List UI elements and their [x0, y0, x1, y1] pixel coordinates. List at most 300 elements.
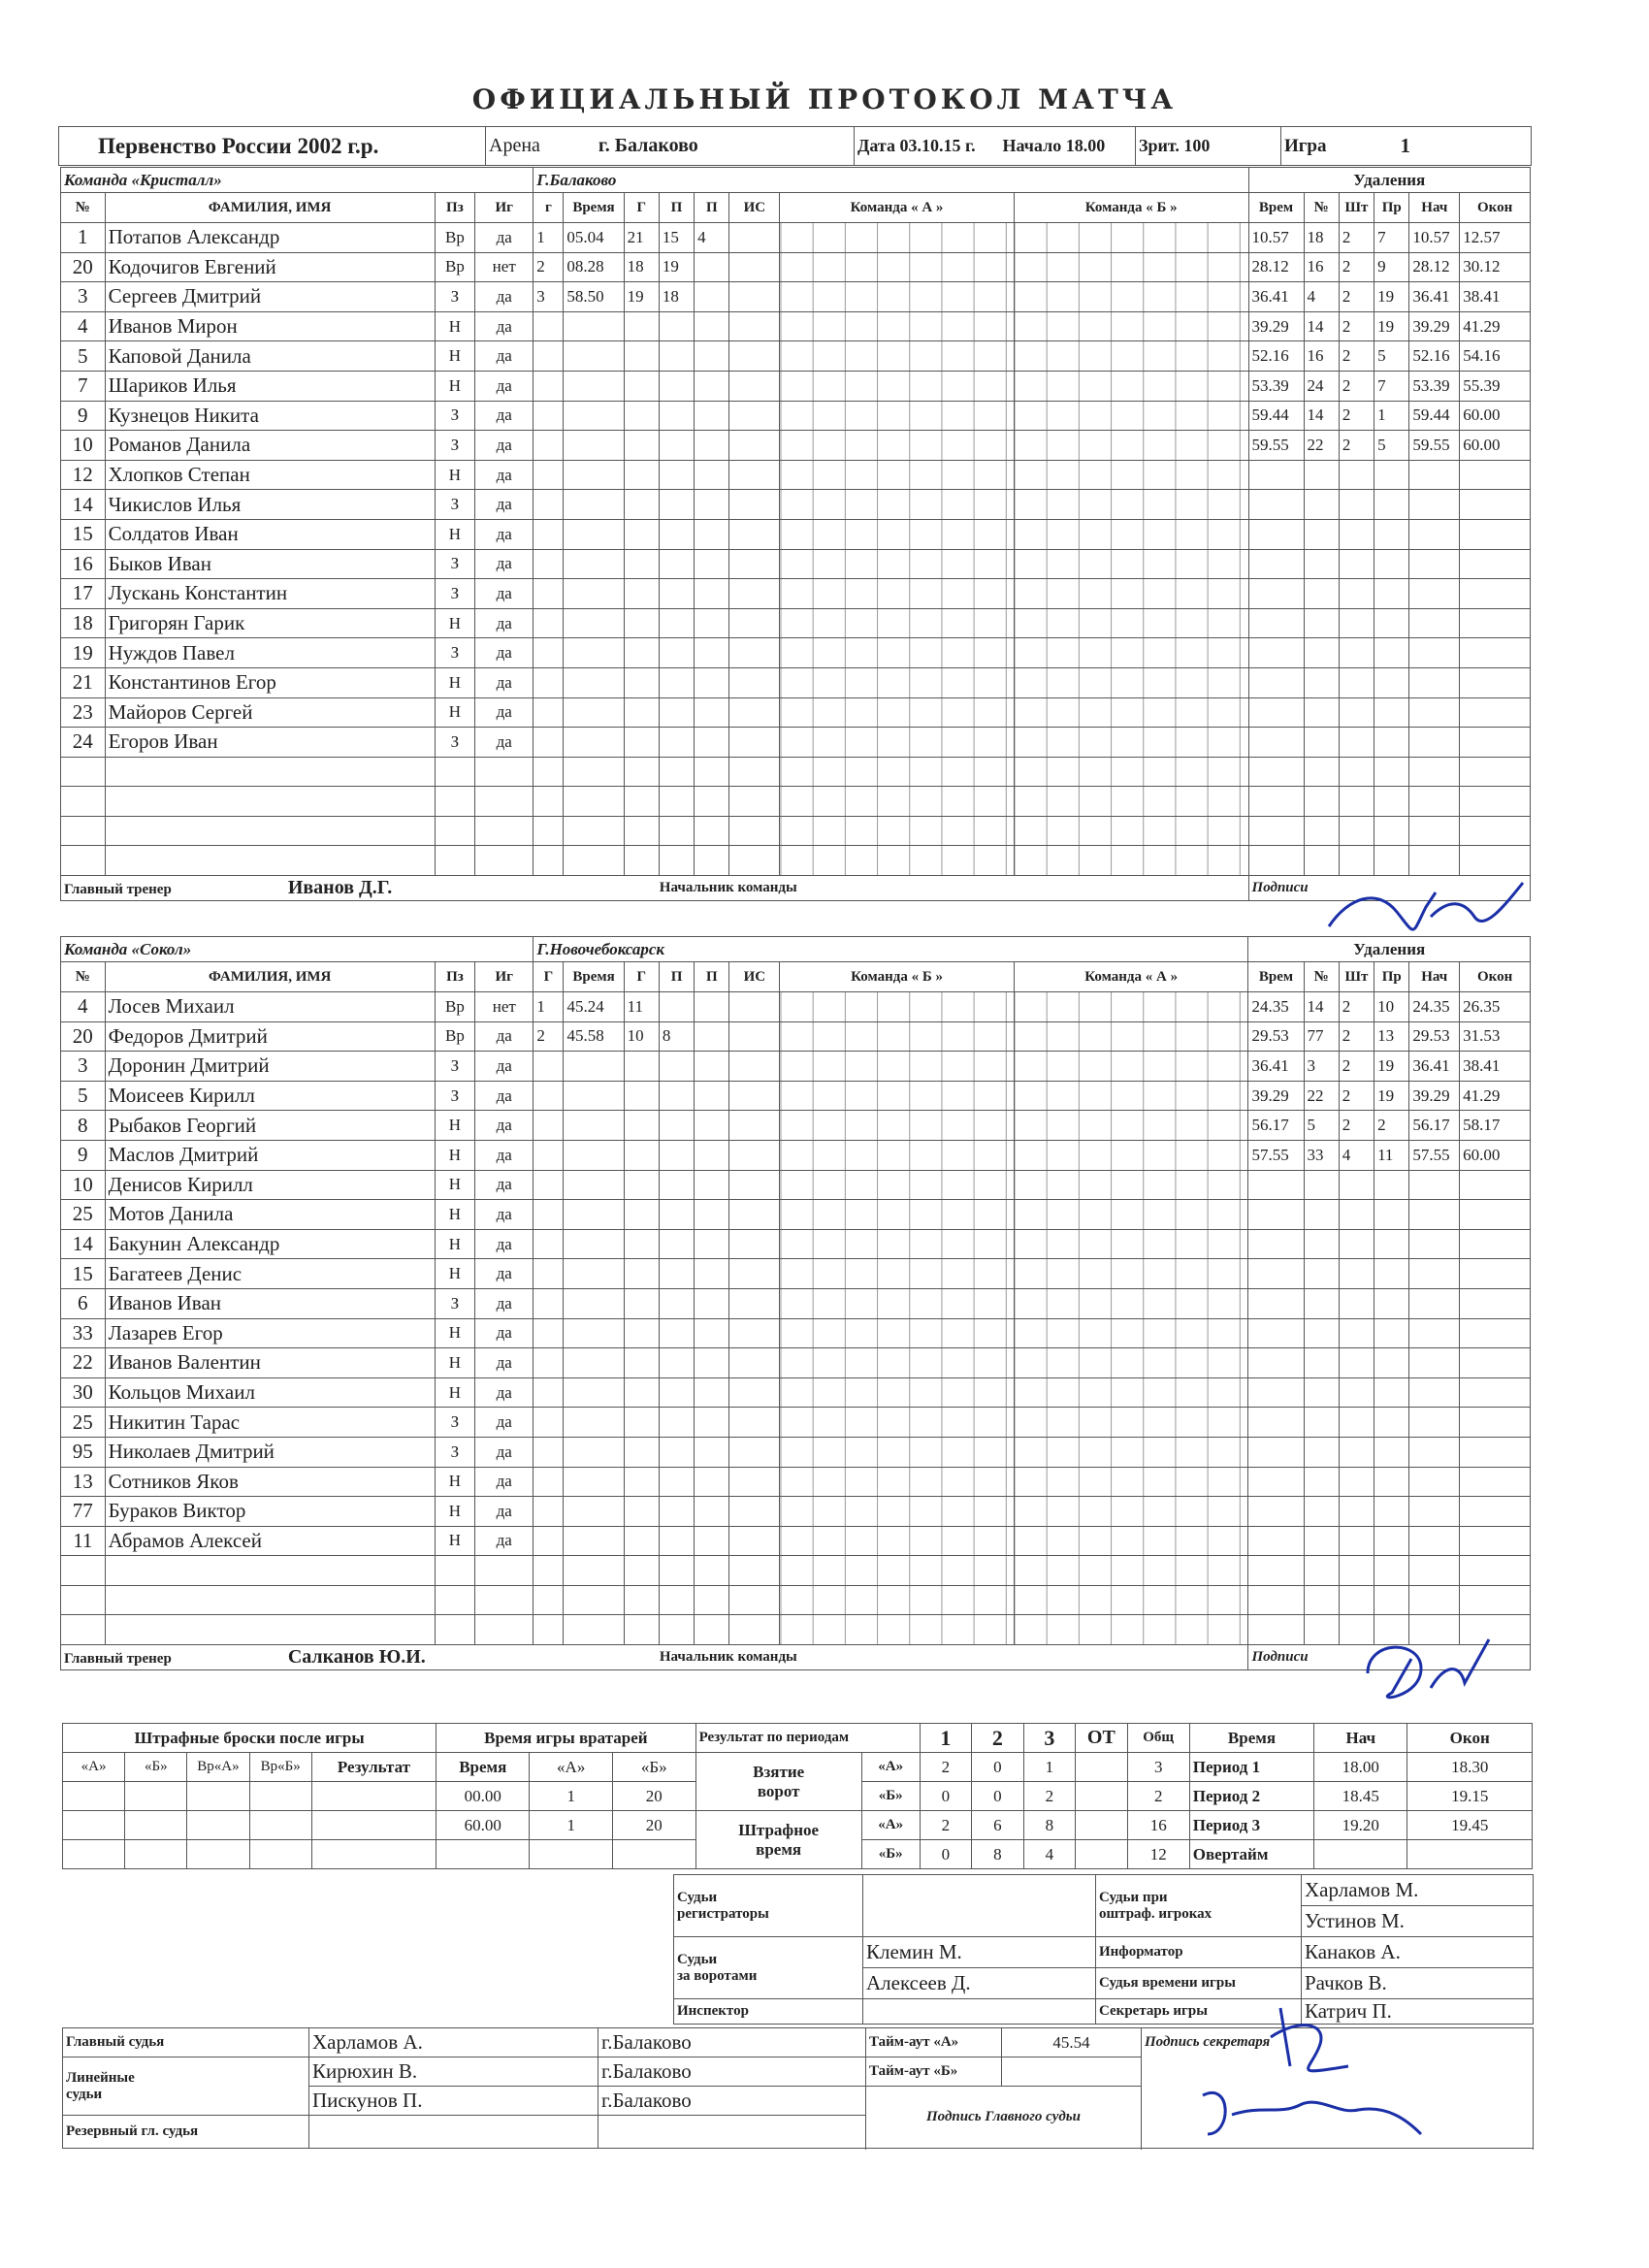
goal-assist-1 [659, 992, 694, 1022]
player-number [61, 1615, 106, 1645]
goal-number [534, 697, 564, 728]
goal-time [564, 1526, 624, 1556]
penalty-start [1409, 1437, 1460, 1467]
player-played: да [475, 1467, 534, 1497]
player-played: да [475, 311, 534, 341]
goal-assist-2 [695, 579, 729, 609]
player-played: да [475, 460, 534, 490]
penalty-minutes [1339, 728, 1374, 758]
goal-time [564, 816, 624, 846]
player-number: 10 [61, 431, 106, 461]
goal-number [534, 549, 564, 579]
penalty-minutes [1339, 757, 1374, 787]
goal-assist-2 [695, 1229, 729, 1259]
player-position: Н [435, 1140, 474, 1170]
penalty-time [1248, 1615, 1304, 1645]
on-ice-team-1 [780, 1526, 1015, 1556]
penalty-end [1460, 1556, 1531, 1586]
penalty-start: 36.41 [1409, 282, 1460, 312]
penalty-minutes [1339, 1229, 1374, 1259]
goal-situation [729, 1348, 780, 1378]
player-name: Нуждов Павел [105, 638, 435, 668]
on-ice-team-2 [1014, 1348, 1248, 1378]
goals-b-ot [1076, 1782, 1127, 1811]
goal-situation [729, 1526, 780, 1556]
goal-time [564, 1467, 624, 1497]
penalty-minutes [1339, 846, 1374, 876]
goal-time [564, 1348, 624, 1378]
goal-number [534, 638, 564, 668]
goals-team-a: «А» [861, 1753, 920, 1782]
on-ice-team-1 [780, 1348, 1015, 1378]
penalty-time: 39.29 [1248, 311, 1304, 341]
player-position: Вр [435, 223, 474, 253]
penalty-time: 36.41 [1248, 282, 1304, 312]
penalty-reason: 19 [1374, 282, 1409, 312]
penalty-minutes [1339, 1200, 1374, 1230]
goal-situation [729, 697, 780, 728]
goal-scorer: 10 [624, 1021, 659, 1052]
on-ice-team-2 [1014, 431, 1248, 461]
referees-table [62, 2027, 866, 2149]
table-row [61, 1377, 1531, 1408]
penalty-player: 14 [1304, 311, 1339, 341]
col-played: Иг [475, 193, 534, 223]
player-position: Н [435, 519, 474, 549]
on-ice-team-2 [1014, 341, 1248, 372]
player-number: 25 [61, 1200, 106, 1230]
penalty-reason: 9 [1374, 252, 1409, 282]
penalty-end: 12.57 [1460, 223, 1531, 253]
goal-assist-2 [695, 1170, 729, 1200]
document-title: ОФИЦИАЛЬНЫЙ ПРОТОКОЛ МАТЧА [471, 83, 1178, 115]
col-pen-time: Врем [1248, 193, 1304, 223]
penalty-start: 29.53 [1409, 1021, 1460, 1052]
goal-time [564, 757, 624, 787]
penalty-player [1304, 787, 1339, 817]
table-row [61, 519, 1531, 549]
table-row [61, 311, 1531, 341]
goal-assist-1 [659, 519, 694, 549]
penalty-player [1304, 1497, 1339, 1527]
goal-assist-2 [695, 846, 729, 876]
penalty-player: 22 [1304, 431, 1339, 461]
penalty-reason [1374, 667, 1409, 697]
penalty-minutes [1339, 549, 1374, 579]
penalty-minutes: 2 [1339, 252, 1374, 282]
goal-scorer [624, 1229, 659, 1259]
goal-assist-2 [695, 431, 729, 461]
penalty-time: 29.53 [1248, 1021, 1304, 1052]
penalty-end [1460, 549, 1531, 579]
col-pen-end: Окон [1460, 962, 1531, 992]
player-number: 15 [61, 1259, 106, 1289]
penalty-start: 52.16 [1409, 341, 1460, 372]
period-2-end: 19.15 [1407, 1782, 1533, 1811]
penalty-start [1409, 1229, 1460, 1259]
on-ice-team-1 [780, 1021, 1015, 1052]
goal-assist-2 [695, 1259, 729, 1289]
penalty-time [1248, 1408, 1304, 1438]
player-name: Моисеев Кирилл [105, 1081, 435, 1111]
goal-assist-1 [659, 1170, 694, 1200]
goal-scorer: 21 [624, 223, 659, 253]
player-name: Лускань Константин [105, 579, 435, 609]
penalty-reason [1374, 728, 1409, 758]
player-position: З [435, 549, 474, 579]
on-ice-team-1 [780, 1585, 1015, 1615]
penalty-time [1248, 816, 1304, 846]
penalty-minutes: 2 [1339, 431, 1374, 461]
penalty-player [1304, 608, 1339, 638]
goal-time [564, 371, 624, 401]
goal-situation [729, 1170, 780, 1200]
goal-assist-1 [659, 1556, 694, 1586]
goal-assist-2 [695, 787, 729, 817]
table-row [61, 223, 1531, 253]
goal-scorer [624, 1052, 659, 1082]
goal-time [564, 728, 624, 758]
goal-number [534, 1318, 564, 1348]
player-number [61, 757, 106, 787]
timeout-b-label: Тайм-аут «Б» [866, 2057, 1002, 2087]
table-row [61, 371, 1531, 401]
goal-scorer [624, 371, 659, 401]
goal-number [534, 490, 564, 520]
player-name [105, 1556, 435, 1586]
goal-situation [729, 846, 780, 876]
goal-number [534, 1140, 564, 1170]
penalty-reason [1374, 1526, 1409, 1556]
goal-time [564, 401, 624, 431]
goal-assist-2 [695, 371, 729, 401]
penalty-player: 14 [1304, 992, 1339, 1022]
team-a-name: Команда «Кристалл» [61, 168, 534, 193]
penalty-start: 36.41 [1409, 1052, 1460, 1082]
penalty-time [1248, 1348, 1304, 1378]
goal-assist-2 [695, 697, 729, 728]
goal-number [534, 341, 564, 372]
penalty-minutes [1339, 1437, 1374, 1467]
penalty-minutes: 2 [1339, 1111, 1374, 1141]
table-row [61, 1556, 1531, 1586]
team-b-sign-label: Подписи [1248, 1645, 1531, 1670]
player-position: З [435, 579, 474, 609]
player-name: Хлопков Степан [105, 460, 435, 490]
penalty-player [1304, 728, 1339, 758]
goal-scorer [624, 1585, 659, 1615]
penalty-end [1460, 1259, 1531, 1289]
goal-situation [729, 311, 780, 341]
penalty-reason [1374, 787, 1409, 817]
player-number: 22 [61, 1348, 106, 1378]
goal-assist-2 [695, 1140, 729, 1170]
player-number: 19 [61, 638, 106, 668]
goal-assist-1 [659, 490, 694, 520]
penalty-start: 59.55 [1409, 431, 1460, 461]
on-ice-team-1 [780, 1288, 1015, 1318]
penalty-reason: 7 [1374, 371, 1409, 401]
goal-assist-2 [695, 1437, 729, 1467]
penalty-time [1248, 460, 1304, 490]
player-played [475, 816, 534, 846]
penalty-player: 5 [1304, 1111, 1339, 1141]
table-row [61, 1615, 1531, 1645]
goal-time [564, 1170, 624, 1200]
table-row [61, 252, 1531, 282]
goal-assist-2 [695, 460, 729, 490]
goal-scorer [624, 579, 659, 609]
match-start: Начало 18.00 [1000, 127, 1136, 166]
player-played: да [475, 549, 534, 579]
penalty-end: 41.29 [1460, 311, 1531, 341]
penalty-start [1409, 787, 1460, 817]
player-number: 11 [61, 1526, 106, 1556]
goals-b-p2: 0 [972, 1782, 1023, 1811]
col-goal-time: Время [564, 962, 624, 992]
col-name: ФАМИЛИЯ, ИМЯ [105, 962, 435, 992]
penalty-reason [1374, 460, 1409, 490]
goal-assist-1 [659, 608, 694, 638]
player-number: 16 [61, 549, 106, 579]
col-position: Пз [435, 962, 474, 992]
penalty-minutes: 2 [1339, 311, 1374, 341]
player-number: 12 [61, 460, 106, 490]
penalty-player [1304, 1615, 1339, 1645]
on-ice-team-1 [780, 1170, 1015, 1200]
col-pen-min: Шт [1339, 193, 1374, 223]
penalty-reason: 10 [1374, 992, 1409, 1022]
on-ice-team-2 [1014, 1111, 1248, 1141]
penalty-player [1304, 1526, 1339, 1556]
goal-scorer [624, 341, 659, 372]
player-name: Майоров Сергей [105, 697, 435, 728]
penalty-time [1248, 638, 1304, 668]
penalty-minutes [1339, 579, 1374, 609]
goal-number [534, 579, 564, 609]
on-ice-team-2 [1014, 1408, 1248, 1438]
player-number: 4 [61, 311, 106, 341]
penalty-time: 53.39 [1248, 371, 1304, 401]
col-goal-no: г [534, 193, 564, 223]
col-pen-no: № [1304, 962, 1339, 992]
pim-b-total: 12 [1127, 1840, 1189, 1869]
col-pen-start: Нач [1409, 193, 1460, 223]
goal-judges-label-1: Судьи [677, 1951, 718, 1967]
penalty-start [1409, 1170, 1460, 1200]
goal-assist-2 [695, 549, 729, 579]
player-played: да [475, 490, 534, 520]
penalty-end: 38.41 [1460, 282, 1531, 312]
goal-scorer [624, 549, 659, 579]
goal-time [564, 1229, 624, 1259]
table-row [61, 549, 1531, 579]
col-pen-end: Окон [1460, 193, 1531, 223]
player-played: да [475, 1437, 534, 1467]
player-number [61, 1585, 106, 1615]
pim-b-ot [1076, 1840, 1127, 1869]
goal-number: 1 [534, 223, 564, 253]
player-position: Н [435, 1170, 474, 1200]
player-name: Кузнецов Никита [105, 401, 435, 431]
team-a-table [60, 167, 1531, 901]
penalty-end: 54.16 [1460, 341, 1531, 372]
goal-scorer [624, 697, 659, 728]
on-ice-team-2 [1014, 757, 1248, 787]
player-number: 6 [61, 1288, 106, 1318]
penalty-minutes [1339, 519, 1374, 549]
goals-row-label-1: Взятие [753, 1762, 805, 1781]
penalty-time [1248, 549, 1304, 579]
goal-scorer [624, 1497, 659, 1527]
goal-time [564, 460, 624, 490]
penalty-minutes [1339, 697, 1374, 728]
goal-situation [729, 992, 780, 1022]
goal-assist-1 [659, 371, 694, 401]
penalty-end [1460, 787, 1531, 817]
player-number: 3 [61, 1052, 106, 1082]
penalty-minutes [1339, 1556, 1374, 1586]
goal-assist-1 [659, 1467, 694, 1497]
goal-assist-1 [659, 816, 694, 846]
player-played: да [475, 1288, 534, 1318]
goal-assist-2 [695, 1021, 729, 1052]
goal-number [534, 608, 564, 638]
on-ice-team-1 [780, 816, 1015, 846]
penalty-end [1460, 519, 1531, 549]
team-a-chief-label: Начальник команды [534, 876, 1248, 901]
table-row [61, 1288, 1531, 1318]
goal-scorer: 11 [624, 992, 659, 1022]
pim-row-label-1: Штрафное [738, 1820, 820, 1839]
penalty-reason [1374, 1467, 1409, 1497]
player-name [105, 787, 435, 817]
penalty-end: 41.29 [1460, 1081, 1531, 1111]
player-position: Вр [435, 1021, 474, 1052]
penalty-player [1304, 519, 1339, 549]
player-played: да [475, 282, 534, 312]
penalty-reason [1374, 579, 1409, 609]
goals-a-p1: 2 [920, 1753, 971, 1782]
penalty-time [1248, 1497, 1304, 1527]
penalty-reason [1374, 608, 1409, 638]
table-row [61, 1111, 1531, 1141]
goal-number [534, 1200, 564, 1230]
penalty-reason: 5 [1374, 341, 1409, 372]
team-a-signature [1319, 878, 1533, 946]
overtime-end [1407, 1840, 1533, 1869]
goals-a-p3: 1 [1023, 1753, 1075, 1782]
goal-number [534, 667, 564, 697]
goal-scorer [624, 1526, 659, 1556]
goal-assist-1: 19 [659, 252, 694, 282]
goal-time [564, 311, 624, 341]
player-number: 7 [61, 371, 106, 401]
player-name [105, 816, 435, 846]
goal-time [564, 1111, 624, 1141]
player-played: да [475, 697, 534, 728]
penalty-end [1460, 1467, 1531, 1497]
table-row [61, 1408, 1531, 1438]
on-ice-team-2 [1014, 667, 1248, 697]
table-row [61, 282, 1531, 312]
penalty-start [1409, 579, 1460, 609]
on-ice-team-1 [780, 311, 1015, 341]
on-ice-team-2 [1014, 460, 1248, 490]
timekeeper: Рачков В. [1302, 1968, 1534, 1999]
match-header [58, 126, 1532, 166]
penalty-player: 22 [1304, 1081, 1339, 1111]
goal-number [534, 1437, 564, 1467]
player-played: да [475, 371, 534, 401]
on-ice-team-1 [780, 1318, 1015, 1348]
penalty-end [1460, 490, 1531, 520]
goal-assist-1 [659, 846, 694, 876]
goals-row-label-2: ворот [757, 1781, 800, 1800]
player-name: Чикислов Илья [105, 490, 435, 520]
goal-assist-1 [659, 1140, 694, 1170]
table-row [61, 460, 1531, 490]
goal-time [564, 341, 624, 372]
penalty-player: 4 [1304, 282, 1339, 312]
penalty-start: 39.29 [1409, 311, 1460, 341]
penalty-reason [1374, 1318, 1409, 1348]
player-name: Лосев Михаил [105, 992, 435, 1022]
penalty-reason [1374, 1437, 1409, 1467]
goal-scorer [624, 846, 659, 876]
on-ice-team-2 [1014, 1467, 1248, 1497]
penalty-player [1304, 549, 1339, 579]
pim-team-a: «А» [861, 1811, 920, 1840]
player-name: Бураков Виктор [105, 1497, 435, 1527]
col-goal-time: Время [564, 193, 624, 223]
player-name: Федоров Дмитрий [105, 1021, 435, 1052]
goal-scorer [624, 638, 659, 668]
player-played: да [475, 608, 534, 638]
goal-situation [729, 667, 780, 697]
team-a-penalties-label: Удаления [1248, 168, 1530, 193]
team-b-city: Г.Новочебоксарск [534, 937, 1248, 962]
table-row [61, 1526, 1531, 1556]
player-name: Лазарев Егор [105, 1318, 435, 1348]
player-position: З [435, 1052, 474, 1082]
goal-scorer [624, 1615, 659, 1645]
player-position: Н [435, 608, 474, 638]
table-row [61, 490, 1531, 520]
on-ice-team-1 [780, 667, 1015, 697]
col-pen-reason: Пр [1374, 193, 1409, 223]
goal-situation [729, 579, 780, 609]
on-ice-team-2 [1014, 728, 1248, 758]
penalty-time [1248, 1437, 1304, 1467]
player-number: 20 [61, 1021, 106, 1052]
on-ice-team-2 [1014, 638, 1248, 668]
goal-number [534, 311, 564, 341]
goal-assist-1: 15 [659, 223, 694, 253]
goal-situation [729, 401, 780, 431]
on-ice-team-1 [780, 341, 1015, 372]
player-played: нет [475, 252, 534, 282]
on-ice-team-2 [1014, 1318, 1248, 1348]
player-name: Кольцов Михаил [105, 1377, 435, 1408]
penalty-box-judge-1: Харламов М. [1302, 1875, 1534, 1906]
on-ice-team-1 [780, 787, 1015, 817]
goal-assist-2 [695, 1408, 729, 1438]
penalty-reason [1374, 1288, 1409, 1318]
pim-team-b: «Б» [861, 1840, 920, 1869]
goal-assist-2 [695, 1556, 729, 1586]
on-ice-team-1 [780, 1467, 1015, 1497]
